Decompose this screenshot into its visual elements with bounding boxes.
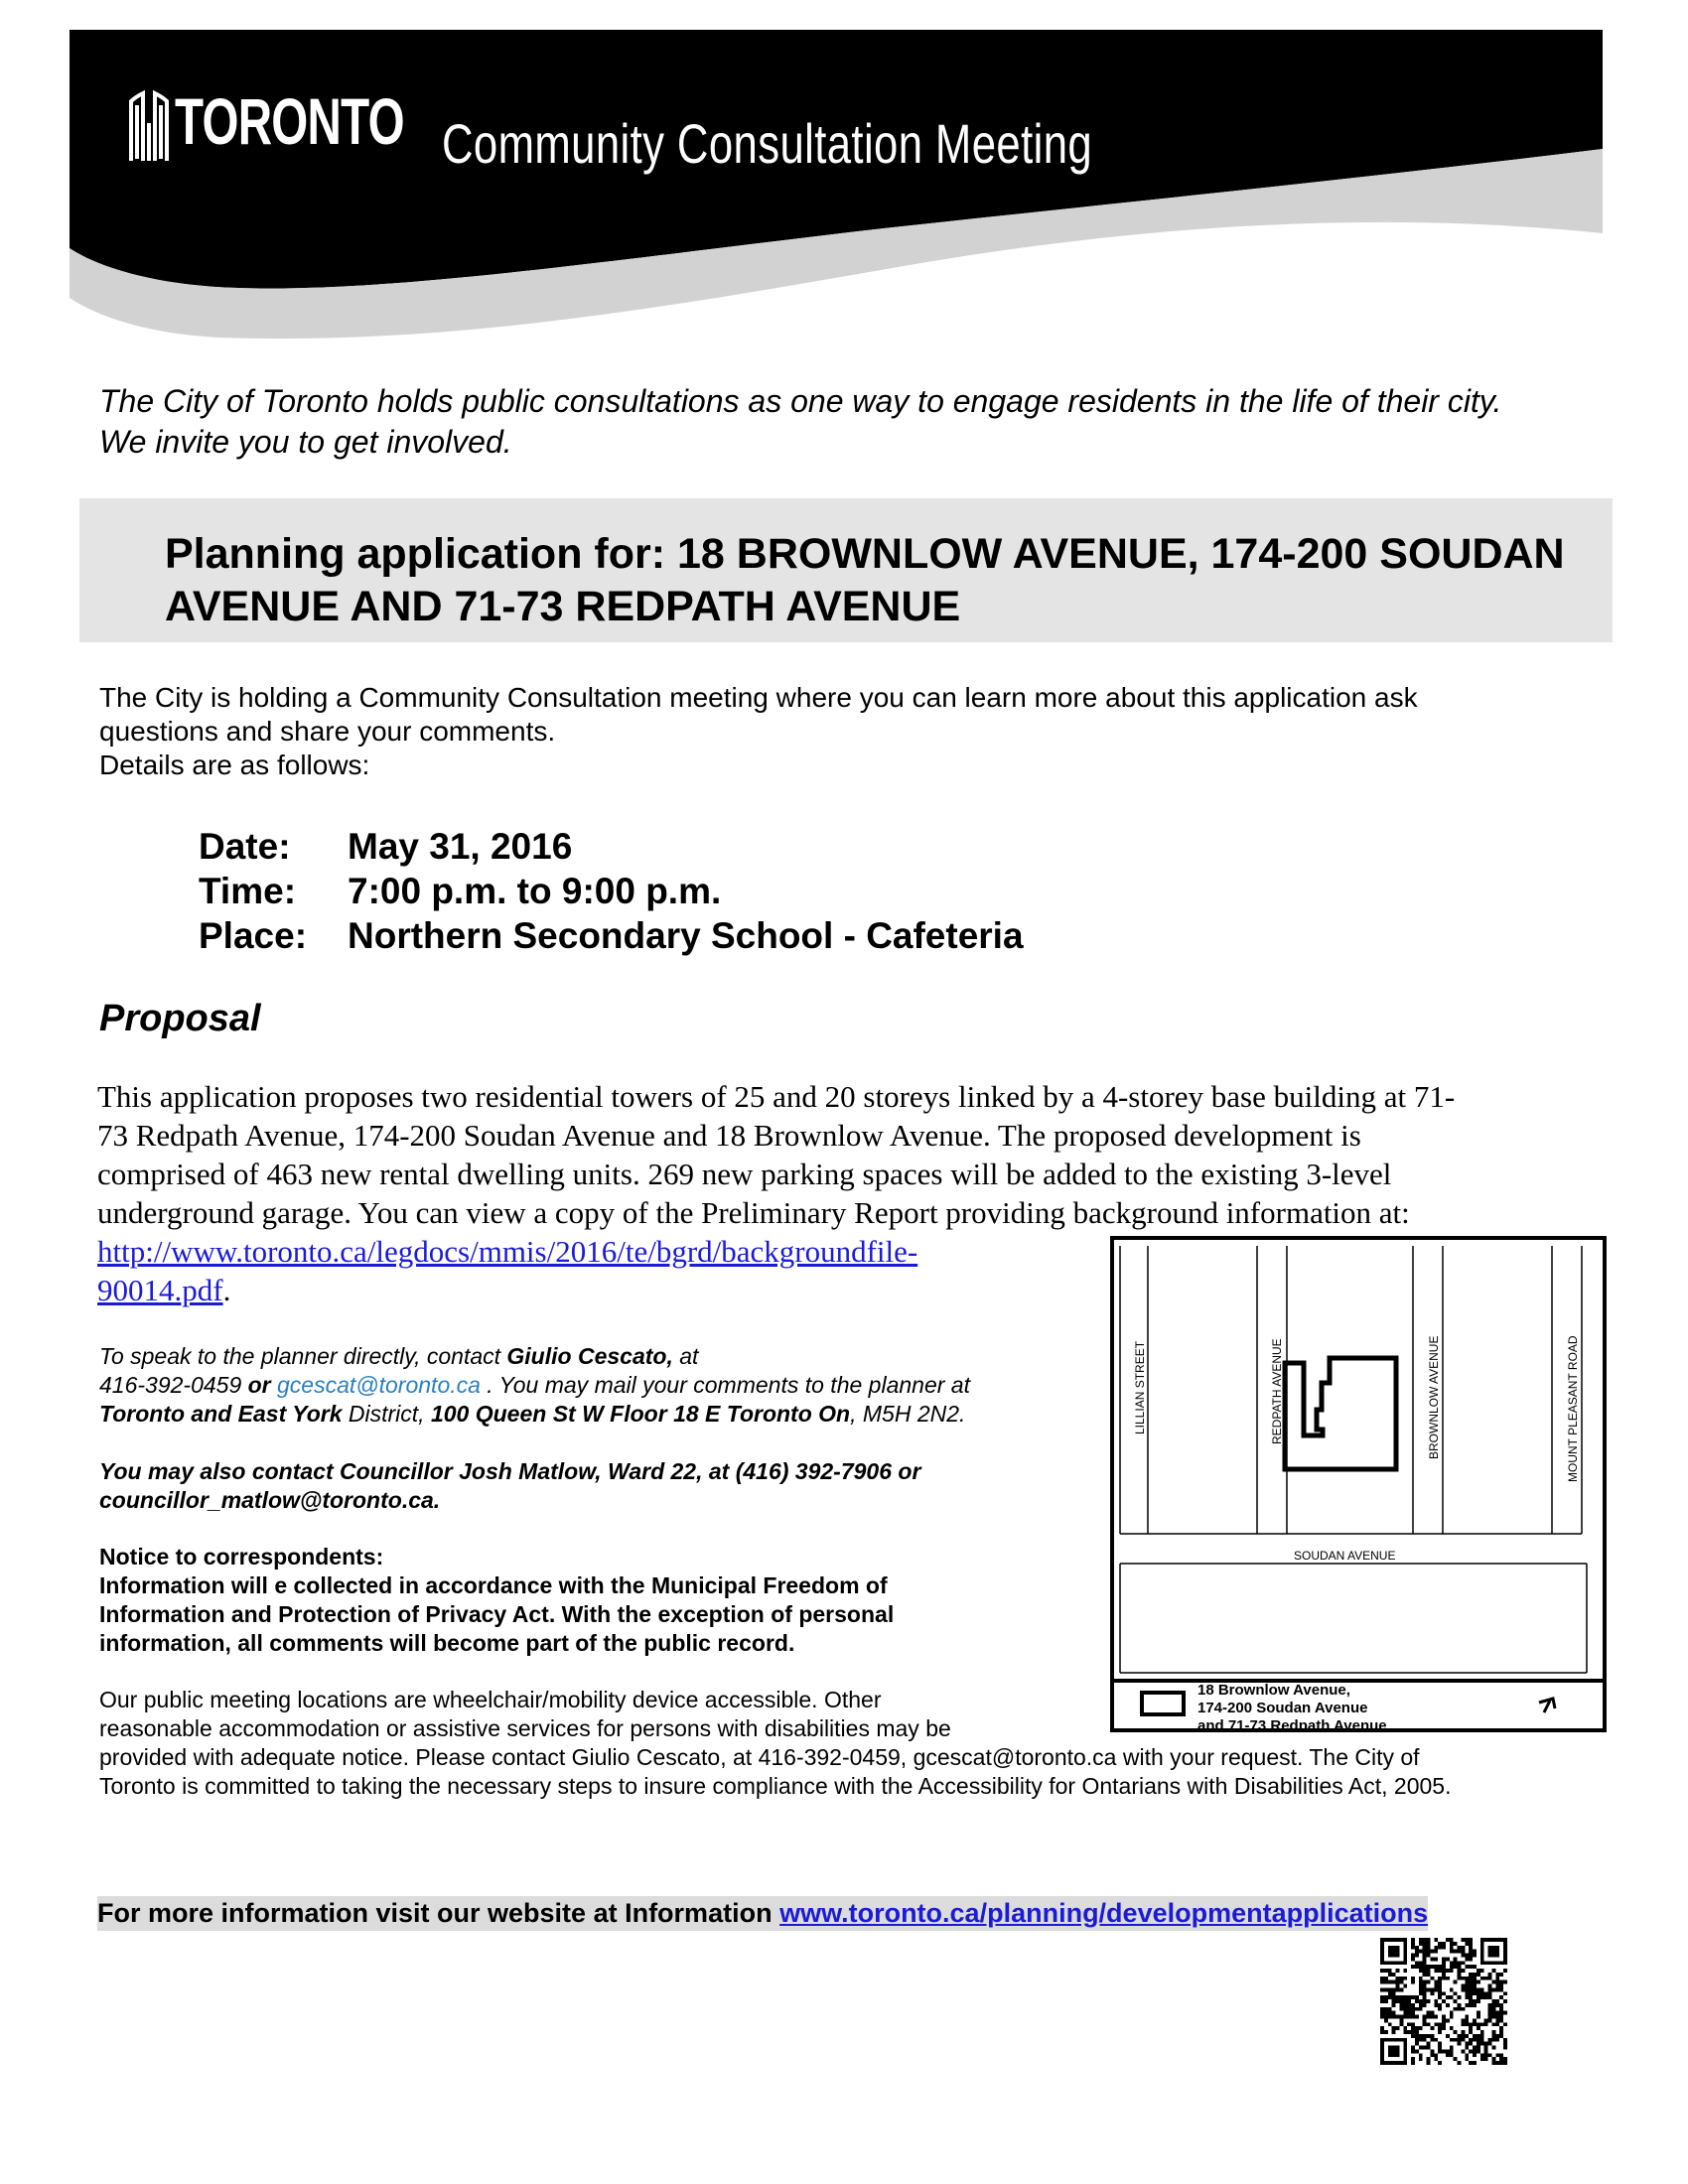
councillor-contact (99, 1457, 920, 1515)
contact-or: or (241, 1372, 278, 1398)
legend-line: 18 Brownlow Avenue, (1197, 1682, 1350, 1699)
councillor-line: You may also contact Councillor Josh Matlow, Ward 22, at (416) 392-7906 or (99, 1458, 921, 1484)
proposal-line: underground garage. You can view a copy of the Preliminary Report providing background information at: (97, 1195, 1410, 1230)
background-report-link[interactable]: http://www.toronto.ca/legdocs/mmis/2016/te/bgrd/backgroundfile- (97, 1234, 918, 1269)
more-info-text: For more information visit our website at Information (97, 1898, 780, 1928)
meeting-intro-line: questions and share your comments. (99, 716, 556, 747)
background-report-link-cont[interactable]: 90014.pdf (97, 1273, 223, 1307)
development-applications-link[interactable]: www.toronto.ca/planning/developmentapplications (779, 1898, 1429, 1928)
time-value: 7:00 p.m. to 9:00 p.m. (348, 871, 722, 911)
date-row (199, 824, 1024, 869)
date-value: May 31, 2016 (348, 826, 573, 867)
map-street-label: BROWNLOW AVENUE (1427, 1335, 1441, 1459)
header-banner (70, 30, 1603, 343)
city-hall-logo-icon (125, 83, 173, 163)
planner-name: Giulio Cescato, (506, 1343, 673, 1369)
more-info-line (97, 1896, 1428, 1931)
date-label: Date: (199, 826, 291, 867)
application-title-line: AVENUE AND 71-73 REDPATH AVENUE (165, 583, 961, 630)
legend-swatch (1142, 1693, 1184, 1714)
application-title (165, 528, 1565, 633)
intro-line: We invite you to get involved. (99, 424, 512, 460)
meeting-details (199, 824, 1024, 958)
meeting-intro-line: Details are as follows: (99, 750, 370, 780)
notice-heading: Notice to correspondents: (99, 1544, 384, 1570)
toronto-wordmark: TORONTO (175, 84, 404, 158)
accessibility-line: Our public meeting locations are wheelchair/mobility device accessible. Other (99, 1687, 882, 1712)
meeting-intro-line: The City is holding a Community Consultation meeting where you can learn more about this application ask (99, 682, 1418, 713)
time-row (199, 869, 1024, 913)
time-label: Time: (199, 871, 297, 911)
application-title-line: Planning application for: 18 BROWNLOW AVENUE, 174-200 SOUDAN (165, 530, 1565, 578)
contact-text: at (672, 1343, 699, 1369)
legend-line: 174-200 Soudan Avenue (1197, 1700, 1368, 1716)
meeting-intro (99, 681, 1609, 782)
page-title: Community Consultation Meeting (442, 112, 1093, 175)
planner-phone: 416-392-0459 (99, 1372, 242, 1398)
intro-text (99, 381, 1609, 463)
postal-code: , M5H 2N2. (850, 1401, 966, 1427)
planner-email-link[interactable]: gcescat@toronto.ca (277, 1372, 481, 1398)
intro-line: The City of Toronto holds public consultations as one way to engage residents in the life of their city. (99, 383, 1502, 419)
proposal-line: comprised of 463 new rental dwelling units. 269 new parking spaces will be added to the existing 3-level (97, 1157, 1392, 1191)
notice-line: Information will e collected in accordance with the Municipal Freedom of (99, 1572, 888, 1598)
notice-line: Information and Protection of Privacy Act. With the exception of personal (99, 1601, 895, 1627)
contact-text: To speak to the planner directly, contact (99, 1343, 507, 1369)
mailing-address: 100 Queen St W Floor 18 E Toronto On (430, 1401, 851, 1427)
map-street-label: REDPATH AVENUE (1270, 1338, 1284, 1444)
planner-contact (99, 1342, 1092, 1429)
proposal-heading: Proposal (99, 998, 261, 1039)
place-label: Place: (199, 915, 308, 956)
notice-to-correspondents (99, 1543, 894, 1658)
link-period: . (222, 1273, 231, 1307)
place-row (199, 913, 1024, 958)
site-location-map (1110, 1236, 1607, 1732)
contact-text: District, (342, 1401, 431, 1427)
legend-line: and 71-73 Redpath Avenue (1197, 1717, 1387, 1732)
councillor-email: councillor_matlow@toronto.ca. (99, 1487, 441, 1513)
district-name: Toronto and East York (99, 1401, 343, 1427)
map-street-label: SOUDAN AVENUE (1294, 1549, 1396, 1563)
qr-code-icon[interactable] (1380, 1938, 1507, 2065)
proposal-line: 73 Redpath Avenue, 174-200 Soudan Avenue and 18 Brownlow Avenue. The proposed development is (97, 1118, 1361, 1153)
map-street-label: LILLIAN STREET (1133, 1340, 1147, 1434)
accessibility-line: reasonable accommodation or assistive services for persons with disabilities may be (99, 1715, 951, 1741)
contact-text: . You may mail your comments to the planner at (480, 1372, 970, 1398)
proposal-line: This application proposes two residential towers of 25 and 20 storeys linked by a 4-storey base building at 71- (97, 1079, 1456, 1114)
map-street-label: MOUNT PLEASANT ROAD (1566, 1335, 1580, 1482)
place-value: Northern Secondary School - Cafeteria (348, 915, 1024, 956)
accessibility-line: provided with adequate notice. Please contact Giulio Cescato, at 416-392-0459, gcescat@toronto.ca with your request. The City of (99, 1744, 1420, 1770)
notice-line: information, all comments will become part of the public record. (99, 1630, 795, 1656)
accessibility-line: Toronto is committed to taking the necessary steps to insure compliance with the Accessibility for Ontarians with Disabilities Act, 2005. (99, 1773, 1452, 1799)
